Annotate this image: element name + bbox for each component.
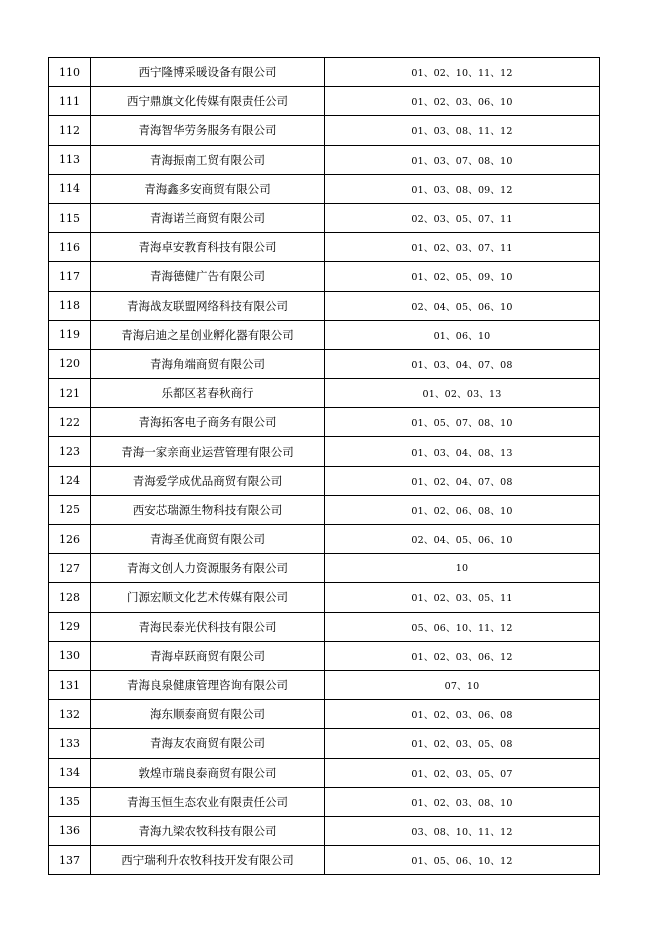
row-number: 117: [49, 262, 91, 291]
category-codes: 01、03、08、09、12: [325, 174, 600, 203]
row-number: 135: [49, 787, 91, 816]
row-number: 120: [49, 349, 91, 378]
category-codes: 01、02、05、09、10: [325, 262, 600, 291]
category-codes: 01、02、03、06、10: [325, 87, 600, 116]
company-name: 青海友农商贸有限公司: [91, 729, 325, 758]
row-number: 119: [49, 320, 91, 349]
company-name: 青海圣优商贸有限公司: [91, 525, 325, 554]
row-number: 118: [49, 291, 91, 320]
row-number: 111: [49, 87, 91, 116]
row-number: 121: [49, 379, 91, 408]
row-number: 125: [49, 495, 91, 524]
row-number: 133: [49, 729, 91, 758]
table-row: [49, 495, 600, 524]
row-number: 126: [49, 525, 91, 554]
category-codes: 01、02、03、08、10: [325, 787, 600, 816]
category-codes: 02、04、05、06、10: [325, 291, 600, 320]
category-codes: 10: [325, 554, 600, 583]
table-row: [49, 87, 600, 116]
table-row: [49, 758, 600, 787]
row-number: 124: [49, 466, 91, 495]
category-codes: 01、02、03、13: [325, 379, 600, 408]
company-name: 青海民泰光伏科技有限公司: [91, 612, 325, 641]
row-number: 123: [49, 437, 91, 466]
table-row: [49, 437, 600, 466]
company-name: 青海良泉健康管理咨询有限公司: [91, 670, 325, 699]
table-row: [49, 554, 600, 583]
row-number: 131: [49, 670, 91, 699]
category-codes: 01、03、08、11、12: [325, 116, 600, 145]
table-row: [49, 174, 600, 203]
category-codes: 01、03、04、08、13: [325, 437, 600, 466]
company-name: 青海拓客电子商务有限公司: [91, 408, 325, 437]
company-name: 门源宏顺文化艺术传媒有限公司: [91, 583, 325, 612]
row-number: 136: [49, 816, 91, 845]
table-row: [49, 145, 600, 174]
company-name: 青海卓跃商贸有限公司: [91, 641, 325, 670]
category-codes: 02、03、05、07、11: [325, 203, 600, 232]
table-row: [49, 700, 600, 729]
company-name: 青海玉恒生态农业有限责任公司: [91, 787, 325, 816]
row-number: 129: [49, 612, 91, 641]
table-row: [49, 291, 600, 320]
category-codes: 01、02、03、06、08: [325, 700, 600, 729]
table-row: [49, 816, 600, 845]
category-codes: 01、02、03、05、07: [325, 758, 600, 787]
category-codes: 01、05、07、08、10: [325, 408, 600, 437]
company-name: 乐都区茗春秋商行: [91, 379, 325, 408]
category-codes: 01、03、04、07、08: [325, 349, 600, 378]
row-number: 132: [49, 700, 91, 729]
category-codes: 01、02、04、07、08: [325, 466, 600, 495]
company-name: 青海角端商贸有限公司: [91, 349, 325, 378]
category-codes: 07、10: [325, 670, 600, 699]
table-row: [49, 787, 600, 816]
table-row: [49, 349, 600, 378]
company-table-body: [49, 58, 600, 875]
company-name: 青海爱学成优品商贸有限公司: [91, 466, 325, 495]
category-codes: 01、02、03、06、12: [325, 641, 600, 670]
company-name: 青海德健广告有限公司: [91, 262, 325, 291]
company-name: 西宁鼎旗文化传媒有限责任公司: [91, 87, 325, 116]
company-name: 西安芯瑞源生物科技有限公司: [91, 495, 325, 524]
table-row: [49, 320, 600, 349]
table-row: [49, 846, 600, 875]
company-name: 青海战友联盟网络科技有限公司: [91, 291, 325, 320]
category-codes: 03、08、10、11、12: [325, 816, 600, 845]
category-codes: 01、02、06、08、10: [325, 495, 600, 524]
row-number: 115: [49, 203, 91, 232]
company-name: 青海文创人力资源服务有限公司: [91, 554, 325, 583]
table-row: [49, 583, 600, 612]
company-name: 青海九梁农牧科技有限公司: [91, 816, 325, 845]
category-codes: 01、02、10、11、12: [325, 58, 600, 87]
company-name: 青海鑫多安商贸有限公司: [91, 174, 325, 203]
company-name: 敦煌市瑞良泰商贸有限公司: [91, 758, 325, 787]
row-number: 134: [49, 758, 91, 787]
table-row: [49, 670, 600, 699]
company-name: 青海卓安教育科技有限公司: [91, 233, 325, 262]
category-codes: 01、02、03、07、11: [325, 233, 600, 262]
table-row: [49, 408, 600, 437]
company-table: [48, 57, 600, 875]
row-number: 116: [49, 233, 91, 262]
company-name: 海东顺泰商贸有限公司: [91, 700, 325, 729]
category-codes: 01、02、03、05、11: [325, 583, 600, 612]
company-name: 青海启迪之星创业孵化器有限公司: [91, 320, 325, 349]
table-row: [49, 58, 600, 87]
category-codes: 05、06、10、11、12: [325, 612, 600, 641]
table-row: [49, 233, 600, 262]
table-row: [49, 116, 600, 145]
row-number: 127: [49, 554, 91, 583]
table-row: [49, 379, 600, 408]
row-number: 110: [49, 58, 91, 87]
category-codes: 01、02、03、05、08: [325, 729, 600, 758]
table-row: [49, 525, 600, 554]
table-row: [49, 262, 600, 291]
row-number: 113: [49, 145, 91, 174]
company-name: 青海振南工贸有限公司: [91, 145, 325, 174]
category-codes: 01、03、07、08、10: [325, 145, 600, 174]
row-number: 114: [49, 174, 91, 203]
row-number: 112: [49, 116, 91, 145]
company-name: 西宁隆博采暖设备有限公司: [91, 58, 325, 87]
category-codes: 02、04、05、06、10: [325, 525, 600, 554]
row-number: 128: [49, 583, 91, 612]
table-row: [49, 203, 600, 232]
row-number: 137: [49, 846, 91, 875]
company-name: 青海智华劳务服务有限公司: [91, 116, 325, 145]
row-number: 122: [49, 408, 91, 437]
category-codes: 01、06、10: [325, 320, 600, 349]
table-row: [49, 729, 600, 758]
table-row: [49, 612, 600, 641]
table-row: [49, 641, 600, 670]
table-row: [49, 466, 600, 495]
company-name: 西宁瑞利升农牧科技开发有限公司: [91, 846, 325, 875]
category-codes: 01、05、06、10、12: [325, 846, 600, 875]
company-name: 青海诺兰商贸有限公司: [91, 203, 325, 232]
row-number: 130: [49, 641, 91, 670]
company-name: 青海一家亲商业运营管理有限公司: [91, 437, 325, 466]
